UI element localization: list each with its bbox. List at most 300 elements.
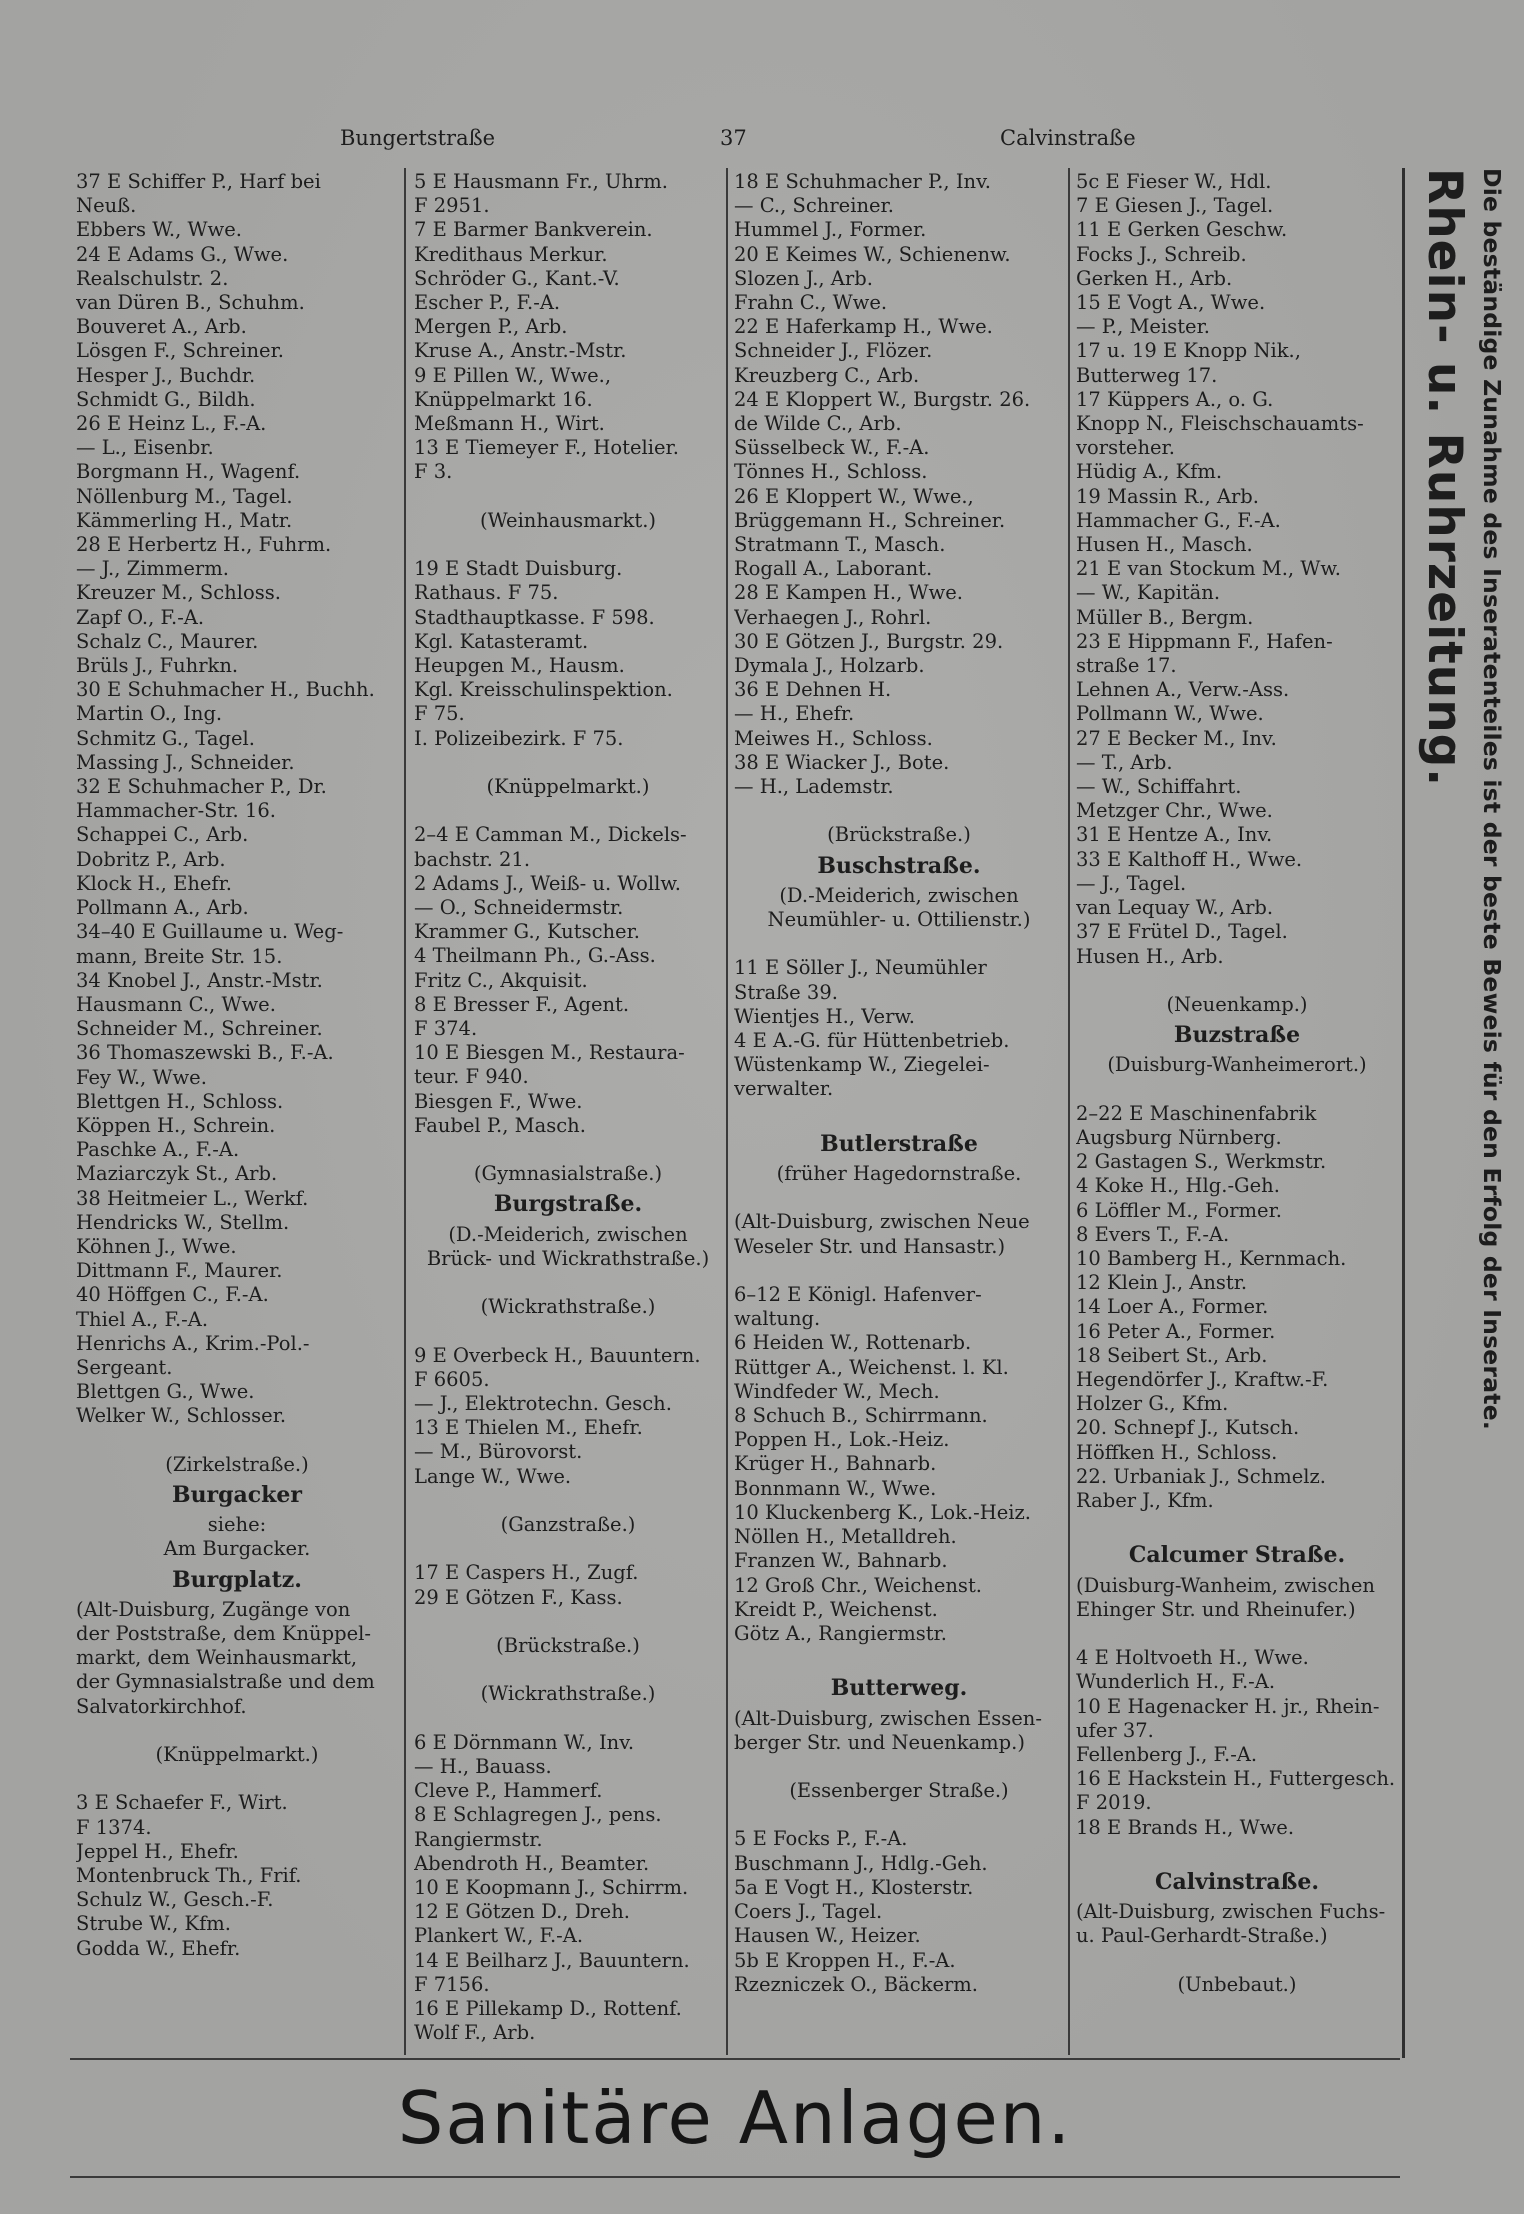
directory-entry: Neuß. — [76, 194, 137, 218]
directory-entry: 28 E Kampen H., Wwe. — [734, 581, 963, 605]
spacer — [414, 1319, 722, 1343]
directory-entry: 37 E Schiffer P., Harf bei — [76, 170, 321, 193]
directory-entry: 8 E Schlagregen J., pens. — [414, 1803, 662, 1827]
column-divider — [1068, 168, 1070, 2055]
spacer — [734, 799, 1064, 823]
spacer — [734, 1803, 1064, 1827]
directory-entry: Augsburg Nürnberg. — [1076, 1125, 1282, 1149]
directory-entry: 7 E Barmer Bankverein. — [414, 218, 653, 242]
directory-entry: Focks J., Schreib. — [1076, 242, 1247, 266]
spacer — [734, 1186, 1064, 1210]
directory-entry: bachstr. 21. — [414, 847, 531, 871]
directory-entry: Bonnmann W., Wwe. — [734, 1476, 937, 1500]
directory-entry: Schneider J., Flözer. — [734, 339, 933, 363]
header-right-street: Calvinstraße — [1000, 126, 1136, 150]
directory-entry: Hummel J., Former. — [734, 218, 927, 242]
spacer — [1076, 1078, 1398, 1102]
directory-entry: Husen H., Masch. — [1076, 533, 1253, 557]
cross-street-note: (früher Hagedornstraße. — [776, 1162, 1022, 1186]
directory-entry: der Gymnasialstraße und dem — [76, 1670, 375, 1694]
directory-entry: Hendricks W., Stellm. — [76, 1210, 290, 1234]
directory-entry: 20 E Keimes W., Schienenw. — [734, 242, 1011, 266]
directory-entry: Schulz W., Gesch.-F. — [76, 1888, 274, 1912]
directory-entry: 2–22 E Maschinenfabrik — [1076, 1101, 1317, 1125]
directory-entry: Strube W., Kfm. — [76, 1912, 232, 1936]
cross-street-note: siehe: — [207, 1513, 267, 1537]
directory-entry: 38 Heitmeier L., Werkf. — [76, 1186, 309, 1210]
street-heading: Butterweg. — [830, 1675, 968, 1702]
directory-entry: Godda W., Ehefr. — [76, 1936, 241, 1960]
directory-entry: — M., Bürovorst. — [414, 1440, 583, 1464]
directory-entry: Bouveret A., Arb. — [76, 315, 247, 339]
directory-entry: 4 Theilmann Ph., G.-Ass. — [414, 944, 656, 968]
sidebar-slogan: Die beständige Zunahme des Inseratenteiles ist der beste Beweis für den Erfolg der Inserate. — [1478, 168, 1506, 1430]
directory-entry: 31 E Hentze A., Inv. — [1076, 823, 1273, 847]
directory-entry: 12 Groß Chr., Weichenst. — [734, 1573, 982, 1597]
spacer — [734, 932, 1064, 956]
directory-entry: Dobritz P., Arb. — [76, 847, 226, 871]
spacer — [1076, 1949, 1398, 1973]
directory-entry: Jeppel H., Ehefr. — [76, 1839, 239, 1863]
directory-entry: 8 Schuch B., Schirrmann. — [734, 1404, 988, 1428]
directory-entry: 6 E Dörnmann W., Inv. — [414, 1730, 635, 1754]
directory-entry: Hegendörfer J., Kraftw.-F. — [1076, 1367, 1329, 1391]
directory-entry: Rathaus. F 75. — [414, 581, 559, 605]
directory-entry: Windfeder W., Mech. — [734, 1379, 940, 1403]
directory-entry: Sergeant. — [76, 1355, 173, 1379]
spacer — [414, 1658, 722, 1682]
directory-entry: Blettgen H., Schloss. — [76, 1089, 284, 1113]
spacer — [76, 1429, 398, 1453]
directory-entry: Paschke A., F.-A. — [76, 1138, 240, 1162]
directory-entry: 10 E Koopmann J., Schirrm. — [414, 1876, 689, 1900]
directory-entry: 24 E Adams G., Wwe. — [76, 242, 289, 266]
directory-entry: F 2951. — [414, 194, 490, 218]
directory-entry: — H., Lademstr. — [734, 775, 894, 799]
header-left-street: Bungertstraße — [340, 126, 496, 150]
cross-street-note: (Duisburg-Wanheimerort.) — [1107, 1053, 1367, 1077]
directory-entry: Massing J., Schneider. — [76, 750, 295, 774]
spacer — [1076, 1513, 1398, 1537]
directory-entry: 6 Heiden W., Rottenarb. — [734, 1331, 972, 1355]
directory-entry: Fellenberg J., F.-A. — [1076, 1742, 1258, 1766]
spacer — [414, 533, 722, 557]
directory-entry: Schmidt G., Bildh. — [76, 387, 256, 411]
street-heading: Butlerstraße — [820, 1130, 978, 1157]
cross-street-note: (Weinhausmarkt.) — [479, 508, 657, 532]
directory-entry: F 6605. — [414, 1367, 490, 1391]
directory-entry: Biesgen F., Wwe. — [414, 1089, 583, 1113]
directory-entry: Meßmann H., Wirt. — [414, 412, 605, 436]
directory-entry: Raber J., Kfm. — [1076, 1488, 1214, 1512]
directory-entry: de Wilde C., Arb. — [734, 412, 902, 436]
directory-entry: Holzer G., Kfm. — [1076, 1392, 1229, 1416]
column-divider — [726, 168, 728, 2055]
directory-entry: Müller B., Bergm. — [1076, 605, 1254, 629]
directory-entry: 30 E Götzen J., Burgstr. 29. — [734, 629, 1004, 653]
directory-entry: Lehnen A., Verw.-Ass. — [1076, 678, 1290, 702]
directory-entry: Kredithaus Merkur. — [414, 242, 608, 266]
spacer — [1076, 1840, 1398, 1864]
directory-entry: 20. Schnepf J., Kutsch. — [1076, 1416, 1300, 1440]
street-heading: Calvinstraße. — [1154, 1868, 1320, 1895]
directory-entry: Poppen H., Lok.-Heiz. — [734, 1428, 950, 1452]
footer-rule-top — [70, 2058, 1400, 2060]
directory-entry: Frahn C., Wwe. — [734, 291, 888, 315]
directory-entry: Borgmann H., Wagenf. — [76, 460, 301, 484]
spacer — [734, 1646, 1064, 1670]
directory-entry: Welker W., Schlosser. — [76, 1404, 287, 1428]
directory-entry: Hammacher G., F.-A. — [1076, 508, 1281, 532]
street-heading: Buzstraße — [1173, 1022, 1301, 1049]
directory-entry: Kreidt P., Weichenst. — [734, 1597, 938, 1621]
directory-entry: 17 u. 19 E Knopp Nik., — [1076, 339, 1301, 363]
spacer — [1076, 1622, 1398, 1646]
street-heading: Burgacker — [171, 1481, 303, 1508]
directory-entry: Lange W., Wwe. — [414, 1464, 572, 1488]
directory-entry: Rogall A., Laborant. — [734, 557, 933, 581]
footer-advertisement: Sanitäre Anlagen. — [397, 2076, 1073, 2160]
directory-entry: Cleve P., Hammerf. — [414, 1779, 603, 1803]
directory-entry: Salvatorkirchhof. — [76, 1694, 247, 1718]
directory-entry: 8 E Bresser F., Agent. — [414, 992, 630, 1016]
directory-entry: Kreuzberg C., Arb. — [734, 363, 920, 387]
directory-entry: 32 E Schuhmacher P., Dr. — [76, 775, 327, 799]
directory-entry: 15 E Vogt A., Wwe. — [1076, 291, 1266, 315]
spacer — [414, 1138, 722, 1162]
spacer — [414, 1610, 722, 1634]
spacer — [76, 1767, 398, 1791]
directory-entry: 6 Löffler M., Former. — [1076, 1198, 1282, 1222]
directory-entry: Dittmann F., Maurer. — [76, 1259, 283, 1283]
directory-entry: 16 E Hackstein H., Futtergesch. — [1076, 1767, 1396, 1791]
directory-entry: 8 Evers T., F.-A. — [1076, 1222, 1230, 1246]
directory-entry: Coers J., Tagel. — [734, 1900, 883, 1924]
directory-entry: 16 E Pillekamp D., Rottenf. — [414, 1997, 682, 2021]
directory-entry: — P., Meister. — [1076, 315, 1210, 339]
cross-street-note: (Wickrathstraße.) — [480, 1295, 656, 1319]
spacer — [414, 1707, 722, 1731]
spacer — [414, 1271, 722, 1295]
directory-entry: 36 E Dehnen H. — [734, 678, 892, 702]
column-3 — [734, 170, 1064, 2055]
directory-entry: 26 E Kloppert W., Wwe., — [734, 484, 974, 508]
directory-entry: 12 E Götzen D., Dreh. — [414, 1900, 630, 1924]
directory-entry: Rzezniczek O., Bäckerm. — [734, 1972, 978, 1996]
directory-entry: Köppen H., Schrein. — [76, 1113, 276, 1137]
directory-entry: Franzen W., Bahnarb. — [734, 1549, 948, 1573]
directory-entry: Kreuzer M., Schloss. — [76, 581, 281, 605]
column-divider — [404, 168, 406, 2055]
directory-entry: Henrichs A., Krim.-Pol.- — [76, 1331, 310, 1355]
cross-street-note: (D.-Meiderich, zwischen — [779, 883, 1019, 907]
directory-entry: 18 E Brands H., Wwe. — [1076, 1815, 1295, 1839]
directory-entry: — L., Eisenbr. — [76, 436, 214, 460]
directory-entry: F 2019. — [1076, 1791, 1152, 1815]
directory-entry: 18 E Schuhmacher P., Inv. — [734, 170, 991, 193]
sidebar-title-wrap — [1416, 168, 1472, 2048]
spacer — [414, 1489, 722, 1513]
directory-entry: Stratmann T., Masch. — [734, 533, 946, 557]
directory-entry: 5 E Focks P., F.-A. — [734, 1827, 908, 1851]
street-heading: Burgplatz. — [172, 1566, 302, 1593]
directory-entry: 5b E Kroppen H., F.-A. — [734, 1948, 956, 1972]
directory-entry: Abendroth H., Beamter. — [414, 1851, 650, 1875]
directory-entry: Slozen J., Arb. — [734, 266, 873, 290]
spacer — [734, 1259, 1064, 1283]
directory-entry: — O., Schneidermstr. — [414, 896, 624, 920]
directory-entry: 9 E Overbeck H., Bauuntern. — [414, 1343, 701, 1367]
directory-entry: Martin O., Ing. — [76, 702, 223, 726]
directory-entry: 11 E Söller J., Neumühler — [734, 956, 987, 980]
directory-entry: Lösgen F., Schreiner. — [76, 339, 284, 363]
directory-entry: 21 E van Stockum M., Ww. — [1076, 557, 1341, 581]
directory-entry: Kgl. Katasteramt. — [414, 629, 589, 653]
directory-entry: 40 Höffgen C., F.-A. — [76, 1283, 269, 1307]
directory-entry: Brüls J., Fuhrkn. — [76, 654, 239, 678]
directory-entry: — W., Kapitän. — [1076, 581, 1221, 605]
directory-entry: 17 E Caspers H., Zugf. — [414, 1561, 639, 1585]
directory-entry: Nöllenburg M., Tagel. — [76, 484, 293, 508]
cross-street-note: Neumühler- u. Ottilienstr.) — [767, 908, 1031, 932]
directory-entry: 18 Seibert St., Arb. — [1076, 1343, 1268, 1367]
directory-entry: Schalz C., Maurer. — [76, 629, 259, 653]
directory-entry: 4 Koke H., Hlg.-Geh. — [1076, 1174, 1280, 1198]
directory-entry: Wientjes H., Verw. — [734, 1004, 915, 1028]
directory-entry: — H., Bauass. — [414, 1755, 552, 1779]
directory-entry: u. Paul-Gerhardt-Straße.) — [1076, 1924, 1328, 1948]
directory-entry: 24 E Kloppert W., Burgstr. 26. — [734, 387, 1031, 411]
directory-entry: Verhaegen J., Rohrl. — [734, 605, 932, 629]
directory-entry: 14 Loer A., Former. — [1076, 1295, 1269, 1319]
directory-entry: — J., Zimmerm. — [76, 557, 229, 581]
directory-entry: F 1374. — [76, 1815, 152, 1839]
directory-entry: Krammer G., Kutscher. — [414, 920, 640, 944]
directory-entry: waltung. — [734, 1307, 821, 1331]
spacer — [414, 1537, 722, 1561]
cross-street-note: (Unbebaut.) — [1177, 1972, 1297, 1996]
cross-street-note: (Wickrathstraße.) — [480, 1682, 656, 1706]
directory-entry: F 3. — [414, 460, 453, 484]
directory-entry: 38 E Wiacker J., Bote. — [734, 750, 950, 774]
directory-entry: 19 E Stadt Duisburg. — [414, 557, 623, 581]
directory-entry: 2 Adams J., Weiß- u. Wollw. — [414, 871, 681, 895]
directory-entry: 4 E A.-G. für Hüttenbetrieb. — [734, 1029, 1010, 1053]
directory-entry: Kgl. Kreisschulinspektion. — [414, 678, 673, 702]
cross-street-note: (Essenberger Straße.) — [789, 1779, 1009, 1803]
directory-entry: Götz A., Rangiermstr. — [734, 1621, 947, 1645]
directory-entry: Buschmann J., Hdlg.-Geh. — [734, 1851, 988, 1875]
directory-entry: Rüttger A., Weichenst. l. Kl. — [734, 1355, 1009, 1379]
cross-street-note: (Knüppelmarkt.) — [155, 1742, 319, 1766]
directory-entry: 29 E Götzen F., Kass. — [414, 1585, 623, 1609]
directory-entry: Hausmann C., Wwe. — [76, 992, 276, 1016]
directory-entry: Schmitz G., Tagel. — [76, 726, 255, 750]
directory-entry: 2 Gastagen S., Werkmstr. — [1076, 1150, 1327, 1174]
directory-entry: Gerken H., Arb. — [1076, 266, 1233, 290]
directory-entry: 13 E Thielen M., Ehefr. — [414, 1416, 643, 1440]
directory-entry: 34–40 E Guillaume u. Weg- — [76, 920, 344, 944]
directory-entry: 6–12 E Königl. Hafenver- — [734, 1283, 982, 1307]
street-heading: Buschstraße. — [817, 852, 981, 879]
directory-entry: Thiel A., F.-A. — [76, 1307, 209, 1331]
directory-entry: verwalter. — [734, 1077, 834, 1101]
directory-entry: Schröder G., Kant.-V. — [414, 266, 620, 290]
directory-entry: Mergen P., Arb. — [414, 315, 568, 339]
spacer — [414, 751, 722, 775]
directory-entry: Köhnen J., Wwe. — [76, 1234, 237, 1258]
directory-entry: 10 E Hagenacker H. jr., Rhein- — [1076, 1694, 1380, 1718]
directory-entry: 4 E Holtvoeth H., Wwe. — [1076, 1646, 1309, 1670]
spacer — [1076, 969, 1398, 993]
directory-entry: (Alt-Duisburg, zwischen Fuchs- — [1076, 1900, 1386, 1924]
directory-entry: Hausen W., Heizer. — [734, 1924, 921, 1948]
page-number: 37 — [720, 126, 747, 150]
directory-entry: Fey W., Wwe. — [76, 1065, 207, 1089]
directory-entry: teur. F 940. — [414, 1065, 529, 1089]
directory-entry: — C., Schreiner. — [734, 194, 894, 218]
spacer — [734, 1755, 1064, 1779]
column-2 — [414, 170, 722, 2055]
directory-entry: Plankert W., F.-A. — [414, 1924, 584, 1948]
cross-street-note: (Ganzstraße.) — [500, 1513, 636, 1537]
directory-entry: 7 E Giesen J., Tagel. — [1076, 194, 1274, 218]
directory-entry: Tönnes H., Schloss. — [734, 460, 928, 484]
directory-entry: 5c E Fieser W., Hdl. — [1076, 170, 1272, 193]
directory-entry: 34 Knobel J., Anstr.-Mstr. — [76, 968, 323, 992]
directory-entry: Höffken H., Schloss. — [1076, 1440, 1278, 1464]
directory-entry: van Lequay W., Arb. — [1076, 896, 1274, 920]
directory-entry: Süsselbeck W., F.-A. — [734, 436, 930, 460]
directory-entry: 2–4 E Camman M., Dickels- — [414, 823, 687, 847]
directory-entry: 22. Urbaniak J., Schmelz. — [1076, 1464, 1326, 1488]
directory-entry: 36 Thomaszewski B., F.-A. — [76, 1041, 334, 1065]
directory-entry: 27 E Becker M., Inv. — [1076, 726, 1277, 750]
directory-entry: 12 Klein J., Anstr. — [1076, 1271, 1248, 1295]
directory-entry: Montenbruck Th., Frif. — [76, 1863, 302, 1887]
column-4 — [1076, 170, 1398, 2055]
spacer — [414, 799, 722, 823]
directory-entry: 23 E Hippmann F., Hafen- — [1076, 629, 1333, 653]
directory-entry: 30 E Schuhmacher H., Buchh. — [76, 678, 375, 702]
directory-entry: 37 E Frütel D., Tagel. — [1076, 920, 1288, 944]
sidebar-title: Rhein- u. Ruhrzeitung. — [1417, 168, 1472, 788]
spacer — [734, 1102, 1064, 1126]
directory-entry: (Alt-Duisburg, zwischen Essen- — [734, 1706, 1042, 1730]
directory-entry: 3 E Schaefer F., Wirt. — [76, 1791, 288, 1815]
directory-entry: Hammacher-Str. 16. — [76, 799, 276, 823]
directory-entry: Escher P., F.-A. — [414, 291, 561, 315]
directory-entry: 5 E Hausmann Fr., Uhrm. — [414, 170, 668, 193]
directory-entry: Zapf O., F.-A. — [76, 605, 205, 629]
cross-street-note: (Brückstraße.) — [827, 823, 971, 847]
directory-entry: straße 17. — [1076, 654, 1177, 678]
directory-entry: 10 E Biesgen M., Restaura- — [414, 1041, 685, 1065]
directory-entry: van Düren B., Schuhm. — [76, 291, 305, 315]
directory-entry: Klock H., Ehefr. — [76, 871, 233, 895]
directory-entry: ufer 37. — [1076, 1718, 1154, 1742]
directory-entry: 26 E Heinz L., F.-A. — [76, 412, 267, 436]
directory-entry: Ebbers W., Wwe. — [76, 218, 242, 242]
directory-entry: Weseler Str. und Hansastr.) — [734, 1234, 1006, 1258]
directory-entry: Knüppelmarkt 16. — [414, 387, 593, 411]
directory-entry: berger Str. und Neuenkamp.) — [734, 1730, 1025, 1754]
directory-entry: Knopp N., Fleischschauamts- — [1076, 412, 1364, 436]
directory-entry: Nöllen H., Metalldreh. — [734, 1525, 957, 1549]
directory-entry: Faubel P., Masch. — [414, 1113, 586, 1137]
directory-entry: 16 Peter A., Former. — [1076, 1319, 1276, 1343]
directory-entry: Kruse A., Anstr.-Mstr. — [414, 339, 627, 363]
directory-entry: (Alt-Duisburg, Zugänge von — [76, 1597, 351, 1621]
directory-entry: Schneider M., Schreiner. — [76, 1017, 323, 1041]
directory-entry: mann, Breite Str. 15. — [76, 944, 283, 968]
directory-entry: Dymala J., Holzarb. — [734, 654, 925, 678]
directory-entry: Butterweg 17. — [1076, 363, 1218, 387]
cross-street-note: Am Burgacker. — [163, 1537, 311, 1561]
directory-entry: Wunderlich H., F.-A. — [1076, 1670, 1276, 1694]
cross-street-note: (Zirkelstraße.) — [165, 1452, 309, 1476]
directory-entry: (Duisburg-Wanheim, zwischen — [1076, 1573, 1375, 1597]
street-heading: Burgstraße. — [493, 1191, 643, 1218]
directory-entry: F 75. — [414, 702, 465, 726]
directory-entry: 5a E Vogt H., Klosterstr. — [734, 1875, 974, 1899]
directory-entry: — H., Ehefr. — [734, 702, 855, 726]
cross-street-note: (Neuenkamp.) — [1166, 992, 1308, 1016]
directory-entry: — W., Schiffahrt. — [1076, 775, 1242, 799]
directory-entry: F 7156. — [414, 1972, 490, 1996]
directory-entry: Hesper J., Buchdr. — [76, 363, 256, 387]
directory-entry: 9 E Pillen W., Wwe., — [414, 363, 612, 387]
directory-entry: Realschulstr. 2. — [76, 266, 229, 290]
directory-entry: — J., Tagel. — [1076, 871, 1187, 895]
spacer — [414, 485, 722, 509]
directory-entry: 10 Bamberg H., Kernmach. — [1076, 1246, 1347, 1270]
directory-entry: — T., Arb. — [1076, 750, 1173, 774]
cross-street-note: (Gymnasialstraße.) — [473, 1162, 663, 1186]
directory-entry: markt, dem Weinhausmarkt, — [76, 1646, 358, 1670]
directory-entry: Schappei C., Arb. — [76, 823, 249, 847]
directory-entry: Meiwes H., Schloss. — [734, 726, 933, 750]
cross-street-note: Brück- und Wickrathstraße.) — [426, 1246, 710, 1270]
column-1 — [76, 170, 398, 2055]
directory-entry: (Alt-Duisburg, zwischen Neue — [734, 1210, 1030, 1234]
footer-rule-bottom — [70, 2176, 1400, 2178]
directory-entry: Blettgen G., Wwe. — [76, 1380, 255, 1404]
cross-street-note: (Knüppelmarkt.) — [486, 775, 650, 799]
directory-entry: Ehinger Str. und Rheinufer.) — [1076, 1597, 1356, 1621]
cross-street-note: (Brückstraße.) — [496, 1634, 640, 1658]
directory-entry: F 374. — [414, 1017, 478, 1041]
directory-entry: Metzger Chr., Wwe. — [1076, 799, 1273, 823]
directory-entry: Fritz C., Akquisit. — [414, 968, 588, 992]
directory-entry: Pollmann A., Arb. — [76, 896, 249, 920]
directory-entry: Hüdig A., Kfm. — [1076, 460, 1223, 484]
directory-entry: 10 Kluckenberg K., Lok.-Heiz. — [734, 1500, 1031, 1524]
directory-entry: Husen H., Arb. — [1076, 944, 1224, 968]
directory-entry: Wüstenkamp W., Ziegelei- — [734, 1053, 990, 1077]
directory-entry: Rangiermstr. — [414, 1827, 543, 1851]
street-heading: Calcumer Straße. — [1128, 1542, 1346, 1569]
directory-entry: 19 Massin R., Arb. — [1076, 484, 1259, 508]
directory-entry: — J., Elektrotechn. Gesch. — [414, 1392, 672, 1416]
directory-entry: Straße 39. — [734, 980, 838, 1004]
directory-entry: Maziarczyk St., Arb. — [76, 1162, 278, 1186]
cross-street-note: (D.-Meiderich, zwischen — [448, 1222, 688, 1246]
directory-entry: vorsteher. — [1076, 436, 1175, 460]
directory-entry: Heupgen M., Hausm. — [414, 654, 625, 678]
directory-entry: I. Polizeibezirk. F 75. — [414, 726, 624, 750]
directory-entry: Kämmerling H., Matr. — [76, 508, 293, 532]
